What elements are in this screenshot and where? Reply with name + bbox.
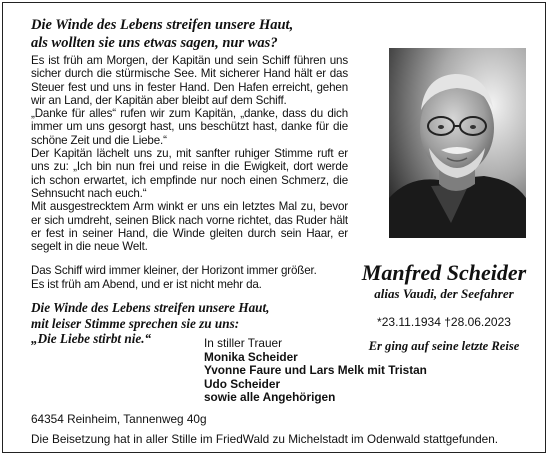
poem-paragraph: „Danke für alles“ rufen wir zum Kapitän, „danke, dass du dich immer um uns gesorgt hast, uns beschützt hast, danke für die schöne Zeit und die Liebe.“ (31, 107, 348, 147)
poem-paragraph: Mit ausgestrecktem Arm winkt er uns ein letztes Mal zu, bevor er sich umdreht, seinen Blick nach vorne richtet, das Ruder hält er fest in seiner Hand, die Winde gleiten durch sein Haar, er segelt in die neue Welt. (31, 200, 348, 254)
life-dates: *23.11.1934 †28.06.2023 (377, 315, 511, 329)
poem-paragraph: Der Kapitän lächelt uns zu, mit sanfter ruhiger Stimme ruft er uns zu: „Ich bin nun frei und reise in die Ewigkeit, dort werde ich schon erwartet, ich empfinde nur noch einen Schmerz, die Sehnsucht nach euch.“ (31, 147, 348, 200)
portrait-photo-icon (389, 48, 526, 238)
poem-paragraph: Es ist früh am Abend, und er ist nicht mehr da. (31, 277, 262, 291)
motto-top-line: Die Winde des Lebens streifen unsere Haut, (31, 17, 294, 33)
closing-line: Er ging auf seine letzte Reise (368, 339, 520, 353)
address: 64354 Reinheim, Tannenweg 40g (31, 412, 207, 426)
mourners-intro: In stiller Trauer (204, 336, 283, 350)
poem-text (31, 54, 348, 291)
deceased-name: Manfred Scheider (361, 260, 527, 285)
motto-bottom-line: „Die Liebe stirbt nie.“ (31, 331, 152, 346)
portrait-photo (389, 48, 526, 238)
mourner-name: Udo Scheider (204, 376, 281, 391)
mourner-name: Yvonne Faure und Lars Melk mit Tristan (204, 363, 427, 378)
motto-bottom-line: mit leiser Stimme sprechen sie zu uns: (31, 315, 240, 331)
deceased-alias: alias Vaudi, der Seefahrer (374, 286, 514, 301)
mourners-list (204, 337, 464, 405)
motto-top-line: als wollten sie uns etwas sagen, nur was? (31, 35, 278, 51)
poem-paragraph: Das Schiff wird immer kleiner, der Horizont immer größer. (31, 264, 317, 278)
motto-top (31, 16, 361, 52)
mourner-name: Monika Scheider (204, 349, 298, 364)
mourner-name: sowie alle Angehörigen (204, 390, 336, 405)
motto-bottom-line: Die Winde des Lebens streifen unsere Haut, (31, 300, 270, 315)
burial-note: Die Beisetzung hat in aller Stille im FriedWald zu Michelstadt im Odenwald stattgefunden. (31, 432, 499, 446)
poem-paragraph: Es ist früh am Morgen, der Kapitän und sein Schiff führen uns sicher durch die stürmische See. Mit sicherer Hand hält er das Steuer fest und uns in fester Hand. Den Hafen erreicht, gehen wir an Land, der Kapitän aber bleibt auf dem Schiff. (31, 54, 348, 107)
